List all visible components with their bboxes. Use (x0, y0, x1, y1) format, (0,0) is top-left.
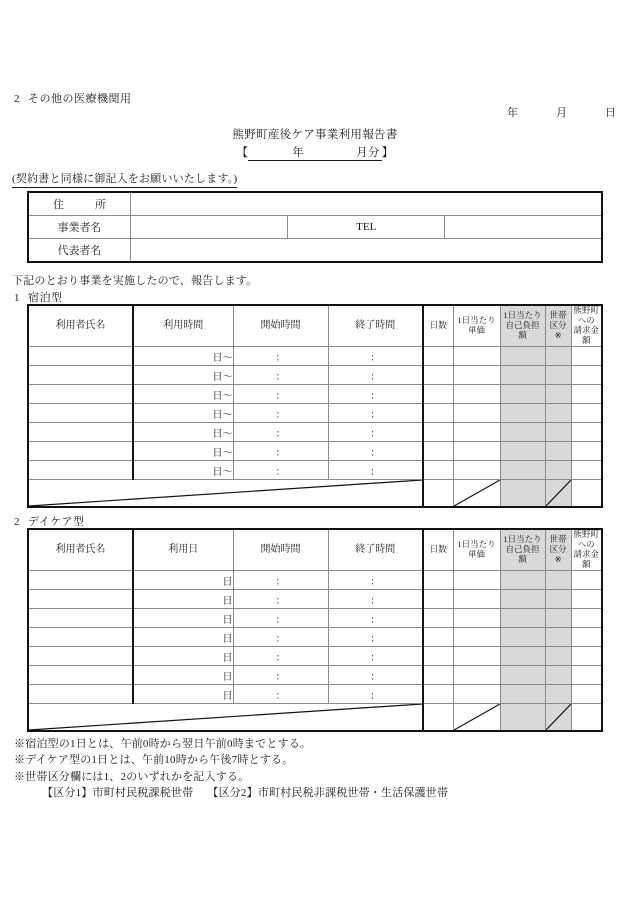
cell-user-name[interactable] (28, 609, 133, 628)
col-header-billing-amount: 熊野町への 請求金額 (571, 529, 602, 571)
kubun1-text: 市町村民税課税世帯 (92, 786, 194, 799)
cell-billing-amount[interactable] (571, 347, 602, 366)
cell-start-time[interactable]: ： (233, 647, 328, 666)
period-line (0, 144, 630, 161)
cell-end-time[interactable]: ： (328, 347, 423, 366)
cell-household-class[interactable] (545, 647, 571, 666)
cell-usage[interactable]: 日〜 (133, 385, 233, 404)
cell-household-class[interactable] (545, 404, 571, 423)
col-header-self-payment: 1日当たり 自己負担 額 (500, 529, 545, 571)
table-row (28, 385, 602, 404)
cell-billing-amount[interactable] (571, 442, 602, 461)
cell-self-payment[interactable] (500, 366, 545, 385)
representative-name-label: 代表者名 (28, 239, 131, 263)
cell-billing-amount[interactable] (571, 685, 602, 704)
cell-self-payment[interactable] (500, 404, 545, 423)
cell-billing-amount[interactable] (571, 385, 602, 404)
table-row (28, 571, 602, 590)
cell-unit-price[interactable] (453, 366, 500, 385)
cell-user-name[interactable] (28, 647, 133, 666)
cell-billing-amount[interactable] (571, 366, 602, 385)
page-title: 熊野町産後ケア事業利用報告書 (232, 129, 398, 141)
cell-self-payment[interactable] (500, 609, 545, 628)
cell-self-payment[interactable] (500, 423, 545, 442)
cell-usage[interactable]: 日〜 (133, 404, 233, 423)
stay-type-table (27, 304, 603, 508)
cell-end-time[interactable]: ： (328, 590, 423, 609)
cell-usage[interactable]: 日〜 (133, 366, 233, 385)
cell-start-time[interactable]: ： (233, 461, 328, 480)
cell-household-class[interactable] (545, 590, 571, 609)
cell-self-payment[interactable] (500, 442, 545, 461)
report-statement: 下記のとおり事業を実施したので、報告します。 (12, 275, 258, 287)
period-close-bracket: 】 (381, 147, 394, 159)
cell-end-time[interactable]: ： (328, 628, 423, 647)
cell-usage[interactable]: 日 (133, 628, 233, 647)
cell-user-name[interactable] (28, 385, 133, 404)
col-header-end-time: 終了時間 (328, 305, 423, 347)
table-row (28, 442, 602, 461)
cell-days[interactable] (423, 666, 453, 685)
cell-usage[interactable]: 日〜 (133, 347, 233, 366)
cell-usage[interactable]: 日 (133, 571, 233, 590)
cell-household-class[interactable] (545, 385, 571, 404)
cell-end-time[interactable]: ： (328, 442, 423, 461)
total-strike-left (28, 704, 423, 732)
cell-self-payment[interactable] (500, 666, 545, 685)
cell-user-name[interactable] (28, 423, 133, 442)
cell-unit-price[interactable] (453, 685, 500, 704)
cell-usage[interactable]: 日〜 (133, 423, 233, 442)
cell-billing-amount[interactable] (571, 647, 602, 666)
cell-user-name[interactable] (28, 628, 133, 647)
cell-user-name[interactable] (28, 347, 133, 366)
cell-days[interactable] (423, 404, 453, 423)
table-row (28, 685, 602, 704)
cell-unit-price[interactable] (453, 423, 500, 442)
cell-end-time[interactable]: ： (328, 609, 423, 628)
col-header-unit-price: 1日当たり 単価 (453, 529, 500, 571)
footnotes (14, 736, 448, 801)
provider-name-field[interactable] (131, 216, 288, 239)
cell-start-time[interactable]: ： (233, 347, 328, 366)
total-days-cell[interactable] (423, 480, 453, 508)
table-row (28, 590, 602, 609)
cell-self-payment[interactable] (500, 628, 545, 647)
diagonal-strike-icon (454, 704, 500, 730)
cell-days[interactable] (423, 590, 453, 609)
total-unit-price-cell (453, 704, 500, 732)
col-header-end-time: 終了時間 (328, 529, 423, 571)
period-open-bracket: 【 (236, 147, 249, 159)
cell-user-name[interactable] (28, 590, 133, 609)
cell-user-name[interactable] (28, 666, 133, 685)
title-block (0, 126, 630, 161)
cell-household-class[interactable] (545, 628, 571, 647)
total-unit-price-cell (453, 480, 500, 508)
section-label-daycare (14, 513, 85, 529)
cell-billing-amount[interactable] (571, 404, 602, 423)
cell-billing-amount[interactable] (571, 423, 602, 442)
footnote-stay-definition: ※宿泊型の1日とは、午前0時から翌日午前0時までとする。 (14, 738, 312, 750)
cell-unit-price[interactable] (453, 666, 500, 685)
date-line (507, 104, 616, 120)
col-header-days: 日数 (423, 305, 453, 347)
total-household-class-cell (545, 704, 571, 732)
representative-name-field[interactable] (131, 239, 603, 263)
cell-end-time[interactable]: ： (328, 385, 423, 404)
cell-household-class[interactable] (545, 461, 571, 480)
cell-user-name[interactable] (28, 404, 133, 423)
cell-usage[interactable]: 日〜 (133, 461, 233, 480)
cell-end-time[interactable]: ： (328, 423, 423, 442)
footnote-kubun-legend (14, 785, 448, 801)
cell-household-class[interactable] (545, 685, 571, 704)
cell-days[interactable] (423, 366, 453, 385)
cell-usage[interactable]: 日 (133, 609, 233, 628)
cell-days[interactable] (423, 647, 453, 666)
cell-self-payment[interactable] (500, 347, 545, 366)
cell-days[interactable] (423, 442, 453, 461)
cell-start-time[interactable]: ： (233, 366, 328, 385)
cell-end-time[interactable]: ： (328, 647, 423, 666)
cell-self-payment[interactable] (500, 385, 545, 404)
table-header-row (28, 305, 602, 347)
cell-billing-amount[interactable] (571, 666, 602, 685)
cell-unit-price[interactable] (453, 571, 500, 590)
cell-unit-price[interactable] (453, 628, 500, 647)
period-month-label: 月分 (356, 147, 380, 159)
cell-start-time[interactable]: ： (233, 685, 328, 704)
cell-self-payment[interactable] (500, 590, 545, 609)
cell-household-class[interactable] (545, 347, 571, 366)
cell-unit-price[interactable] (453, 404, 500, 423)
cell-household-class[interactable] (545, 423, 571, 442)
cell-start-time[interactable]: ： (233, 628, 328, 647)
section-title: デイケア型 (28, 516, 85, 528)
cell-household-class[interactable] (545, 571, 571, 590)
cell-days[interactable] (423, 385, 453, 404)
cell-days[interactable] (423, 609, 453, 628)
cell-days[interactable] (423, 628, 453, 647)
period-blank[interactable] (248, 144, 381, 161)
cell-user-name[interactable] (28, 366, 133, 385)
diagonal-strike-icon (546, 480, 571, 506)
cell-unit-price[interactable] (453, 442, 500, 461)
cell-user-name[interactable] (28, 461, 133, 480)
fill-instruction-notice: (契約書と同様に御記入をお願いいたします。) (12, 170, 237, 188)
cell-billing-amount[interactable] (571, 590, 602, 609)
cell-billing-amount[interactable] (571, 609, 602, 628)
kubun2-label: 【区分2】 (207, 786, 258, 799)
col-header-user-name: 利用者氏名 (28, 305, 133, 347)
col-header-billing-amount: 熊野町への 請求金額 (571, 305, 602, 347)
cell-days[interactable] (423, 685, 453, 704)
footnote-household-class: ※世帯区分欄には1、2のいずれかを記入する。 (14, 770, 250, 783)
col-header-household-class: 世帯 区分 ※ (545, 529, 571, 571)
col-header-user-name: 利用者氏名 (28, 529, 133, 571)
cell-self-payment[interactable] (500, 685, 545, 704)
cell-start-time[interactable]: ： (233, 442, 328, 461)
cell-days[interactable] (423, 461, 453, 480)
cell-start-time[interactable]: ： (233, 571, 328, 590)
total-household-class-cell (545, 480, 571, 508)
total-billing-amount-cell[interactable] (571, 480, 602, 508)
date-month-label: 月 (556, 107, 567, 119)
cell-start-time[interactable]: ： (233, 666, 328, 685)
col-header-usage: 利用日 (133, 529, 233, 571)
cell-days[interactable] (423, 423, 453, 442)
section-number: 1 (14, 292, 20, 304)
daycare-type-table (27, 528, 603, 732)
diagonal-strike-icon (454, 480, 500, 506)
cell-usage[interactable]: 日 (133, 590, 233, 609)
cell-unit-price[interactable] (453, 347, 500, 366)
col-header-start-time: 開始時間 (233, 529, 328, 571)
cell-end-time[interactable]: ： (328, 571, 423, 590)
table-row (28, 461, 602, 480)
kubun2-text: 市町村民税非課税世帯・生活保護世帯 (257, 786, 449, 799)
kubun1-label: 【区分1】 (42, 786, 93, 799)
cell-unit-price[interactable] (453, 461, 500, 480)
cell-self-payment[interactable] (500, 647, 545, 666)
cell-days[interactable] (423, 347, 453, 366)
table-row (28, 609, 602, 628)
date-day-label: 日 (605, 107, 616, 119)
tel-field[interactable] (445, 216, 602, 239)
total-self-payment-cell[interactable] (500, 704, 545, 732)
table-row (28, 239, 602, 263)
cell-household-class[interactable] (545, 666, 571, 685)
cell-start-time[interactable]: ： (233, 609, 328, 628)
cell-user-name[interactable] (28, 685, 133, 704)
cell-self-payment[interactable] (500, 571, 545, 590)
table-row (28, 423, 602, 442)
cell-billing-amount[interactable] (571, 628, 602, 647)
footnote-daycare-definition: ※デイケア型の1日とは、午前10時から午後7時とする。 (14, 754, 294, 767)
cell-usage[interactable]: 日 (133, 685, 233, 704)
cell-household-class[interactable] (545, 366, 571, 385)
total-row (28, 480, 602, 508)
table-row (28, 216, 602, 239)
total-row (28, 704, 602, 732)
cell-usage[interactable]: 日 (133, 666, 233, 685)
cell-user-name[interactable] (28, 571, 133, 590)
cell-self-payment[interactable] (500, 461, 545, 480)
table-row (28, 666, 602, 685)
cell-end-time[interactable]: ： (328, 666, 423, 685)
section-number: 2 (14, 516, 20, 528)
section-title: 宿泊型 (28, 292, 63, 304)
col-header-start-time: 開始時間 (233, 305, 328, 347)
diagonal-strike-icon (546, 704, 571, 730)
document-kind-label: その他の医療機関用 (28, 93, 132, 105)
cell-end-time[interactable]: ： (328, 404, 423, 423)
cell-start-time[interactable]: ： (233, 385, 328, 404)
total-days-cell[interactable] (423, 704, 453, 732)
diagonal-strike-icon (29, 480, 422, 506)
col-header-household-class: 世帯 区分 ※ (545, 305, 571, 347)
cell-end-time[interactable]: ： (328, 685, 423, 704)
cell-end-time[interactable]: ： (328, 461, 423, 480)
cell-household-class[interactable] (545, 609, 571, 628)
cell-usage[interactable]: 日 (133, 647, 233, 666)
tel-label: TEL (288, 216, 445, 239)
cell-start-time[interactable]: ： (233, 590, 328, 609)
provider-address-label: 住 所 (28, 192, 131, 216)
provider-name-label: 事業者名 (28, 216, 131, 239)
total-strike-left (28, 480, 423, 508)
cell-user-name[interactable] (28, 442, 133, 461)
col-header-self-payment: 1日当たり 自己負担 額 (500, 305, 545, 347)
cell-unit-price[interactable] (453, 609, 500, 628)
period-year-label: 年 (292, 147, 305, 159)
table-row (28, 347, 602, 366)
document-kind-number: 2 (14, 93, 20, 105)
col-header-unit-price: 1日当たり 単価 (453, 305, 500, 347)
cell-billing-amount[interactable] (571, 571, 602, 590)
table-row (28, 647, 602, 666)
total-billing-amount-cell[interactable] (571, 704, 602, 732)
section-label-stay (14, 289, 63, 305)
date-year-label: 年 (507, 107, 518, 119)
cell-start-time[interactable]: ： (233, 423, 328, 442)
cell-end-time[interactable]: ： (328, 366, 423, 385)
cell-usage[interactable]: 日〜 (133, 442, 233, 461)
table-header-row (28, 529, 602, 571)
table-row (28, 628, 602, 647)
table-row (28, 404, 602, 423)
col-header-days: 日数 (423, 529, 453, 571)
document-kind (14, 90, 132, 106)
provider-address-field[interactable] (131, 192, 603, 216)
cell-unit-price[interactable] (453, 590, 500, 609)
cell-unit-price[interactable] (453, 385, 500, 404)
table-row (28, 366, 602, 385)
diagonal-strike-icon (29, 704, 422, 730)
cell-days[interactable] (423, 571, 453, 590)
col-header-usage: 利用時間 (133, 305, 233, 347)
cell-unit-price[interactable] (453, 647, 500, 666)
provider-info-table (27, 191, 603, 263)
cell-start-time[interactable]: ： (233, 404, 328, 423)
cell-household-class[interactable] (545, 442, 571, 461)
total-self-payment-cell[interactable] (500, 480, 545, 508)
table-row (28, 192, 602, 216)
cell-billing-amount[interactable] (571, 461, 602, 480)
